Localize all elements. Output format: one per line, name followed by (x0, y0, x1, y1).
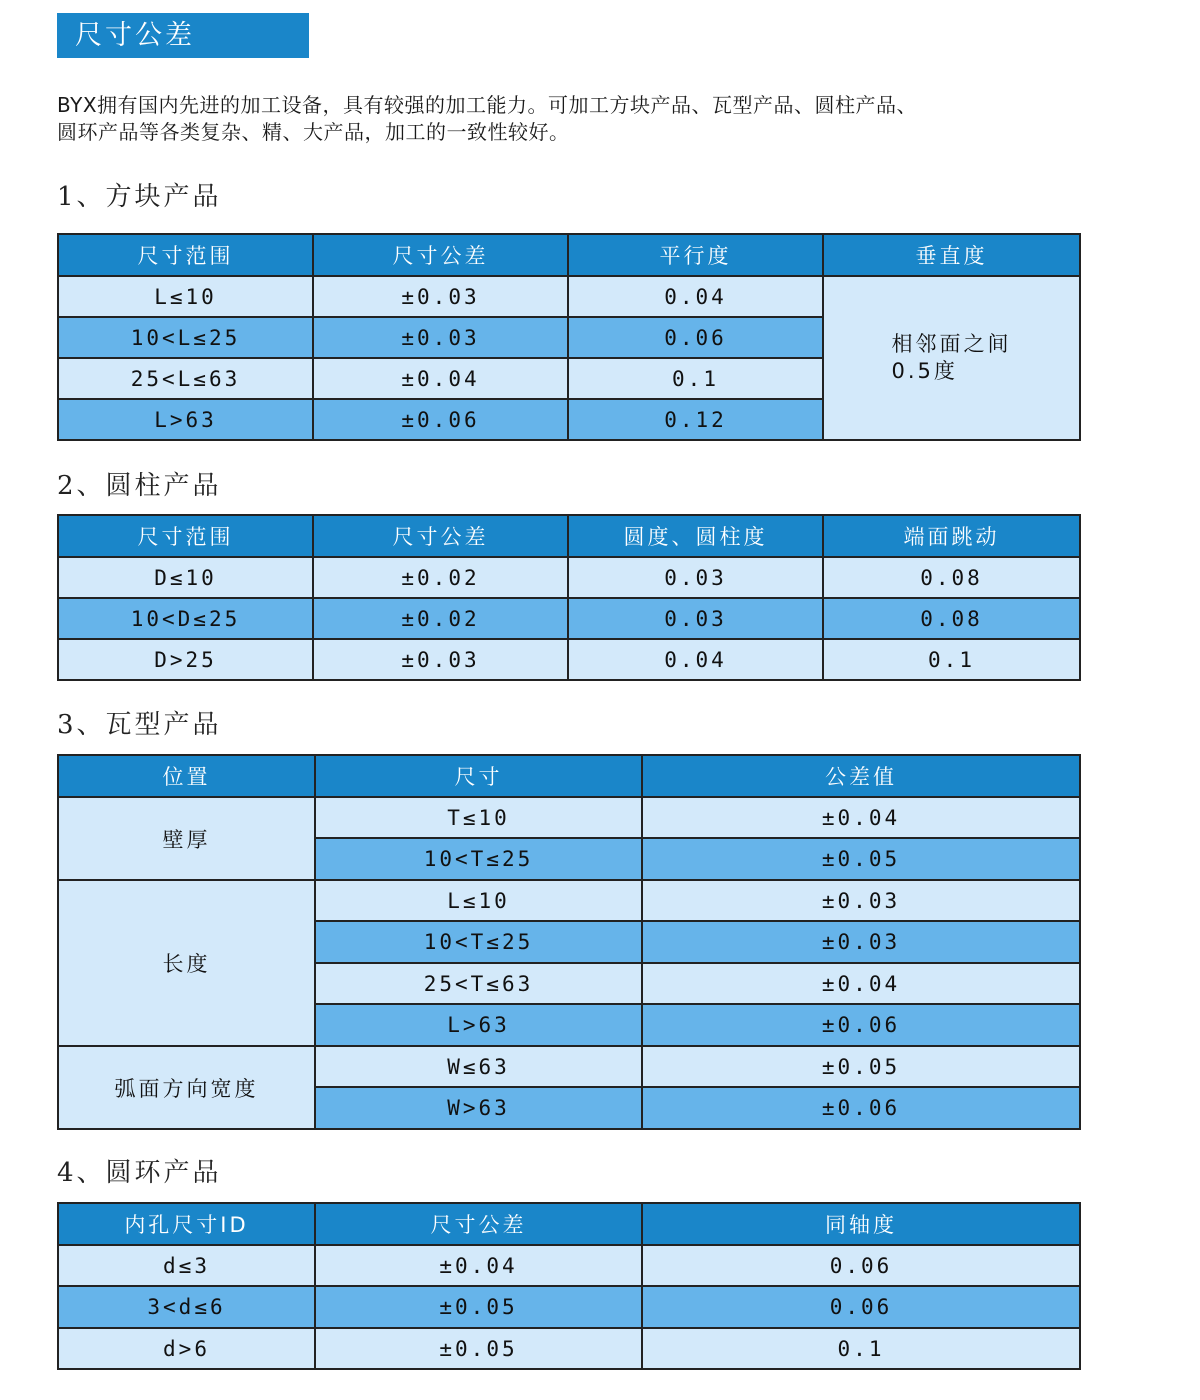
table-cell: 0.1 (568, 358, 823, 399)
table-cell: T≤10 (315, 797, 642, 838)
position-cell: 壁厚 (58, 797, 315, 880)
column-header: 尺寸范围 (58, 234, 313, 276)
table-cell: ±0.06 (313, 399, 568, 440)
table-cell: 0.1 (642, 1328, 1080, 1369)
column-header: 尺寸 (315, 755, 642, 797)
table-cell: 25<L≤63 (58, 358, 313, 399)
table-cell: D≤10 (58, 557, 313, 598)
table-cell: 0.04 (568, 639, 823, 680)
table-cell: L>63 (315, 1004, 642, 1046)
table-cell: ±0.02 (313, 598, 568, 639)
section-heading: 2、圆柱产品 (57, 471, 222, 501)
table-cell: L≤10 (58, 276, 313, 317)
ring-products-table (57, 1202, 1081, 1370)
table-cell: L>63 (58, 399, 313, 440)
table-cell: ±0.05 (315, 1328, 642, 1369)
table-cell: 10<L≤25 (58, 317, 313, 358)
table-cell: d≤3 (58, 1245, 315, 1286)
column-header: 垂直度 (823, 234, 1080, 276)
tile-products-table (57, 754, 1081, 1130)
table-cell: ±0.03 (313, 639, 568, 680)
column-header: 位置 (58, 755, 315, 797)
table-cell: W≤63 (315, 1046, 642, 1087)
table-cell: 0.06 (642, 1286, 1080, 1328)
table-cell: ±0.03 (642, 880, 1080, 921)
table-cell: ±0.04 (642, 963, 1080, 1004)
square-products-table (57, 233, 1081, 441)
table-cell: 10<T≤25 (315, 838, 642, 880)
table-cell: D>25 (58, 639, 313, 680)
table-cell: d>6 (58, 1328, 315, 1369)
column-header: 尺寸公差 (313, 515, 568, 557)
table-cell: 25<T≤63 (315, 963, 642, 1004)
position-cell: 长度 (58, 880, 315, 1046)
table-cell: ±0.06 (642, 1004, 1080, 1046)
table-cell: 0.08 (823, 598, 1080, 639)
table-cell: ±0.02 (313, 557, 568, 598)
table-cell: 3<d≤6 (58, 1286, 315, 1328)
column-header: 圆度、圆柱度 (568, 515, 823, 557)
table-cell: 0.06 (568, 317, 823, 358)
column-header: 内孔尺寸ID (58, 1203, 315, 1245)
section-heading: 3、瓦型产品 (57, 710, 222, 740)
table-cell: ±0.05 (642, 838, 1080, 880)
table-cell: 0.06 (642, 1245, 1080, 1286)
table-cell: 0.03 (568, 557, 823, 598)
section-heading: 4、圆环产品 (57, 1158, 222, 1188)
table-cell: 0.04 (568, 276, 823, 317)
column-header: 平行度 (568, 234, 823, 276)
column-header: 公差值 (642, 755, 1080, 797)
table-cell: ±0.05 (642, 1046, 1080, 1087)
table-cell: ±0.04 (315, 1245, 642, 1286)
column-header: 尺寸公差 (313, 234, 568, 276)
merged-note-line: 0.5度 (891, 359, 958, 383)
perpendicularity-cell (823, 276, 1080, 440)
intro-line: BYX拥有国内先进的加工设备，具有较强的加工能力。可加工方块产品、瓦型产品、圆柱产品、 (57, 93, 918, 117)
section-heading: 1、方块产品 (57, 182, 222, 212)
column-header: 尺寸公差 (315, 1203, 642, 1245)
table-cell: 10<T≤25 (315, 921, 642, 963)
table-cell: ±0.06 (642, 1087, 1080, 1129)
page-title: 尺寸公差 (57, 13, 309, 58)
table-cell: ±0.04 (642, 797, 1080, 838)
table-cell: ±0.03 (642, 921, 1080, 963)
table-cell: W>63 (315, 1087, 642, 1129)
table-cell: 0.08 (823, 557, 1080, 598)
table-cell: 10<D≤25 (58, 598, 313, 639)
table-cell: ±0.03 (313, 317, 568, 358)
table-cell: ±0.03 (313, 276, 568, 317)
column-header: 端面跳动 (823, 515, 1080, 557)
intro-paragraph (57, 92, 1117, 146)
table-cell: 0.12 (568, 399, 823, 440)
table-cell: L≤10 (315, 880, 642, 921)
position-cell: 弧面方向宽度 (58, 1046, 315, 1129)
table-cell: ±0.05 (315, 1286, 642, 1328)
merged-note-line: 相邻面之间 (891, 332, 1012, 356)
cylinder-products-table (57, 514, 1081, 681)
column-header: 尺寸范围 (58, 515, 313, 557)
column-header: 同轴度 (642, 1203, 1080, 1245)
table-cell: 0.03 (568, 598, 823, 639)
table-cell: ±0.04 (313, 358, 568, 399)
intro-line: 圆环产品等各类复杂、精、大产品，加工的一致性较好。 (57, 120, 570, 144)
table-cell: 0.1 (823, 639, 1080, 680)
